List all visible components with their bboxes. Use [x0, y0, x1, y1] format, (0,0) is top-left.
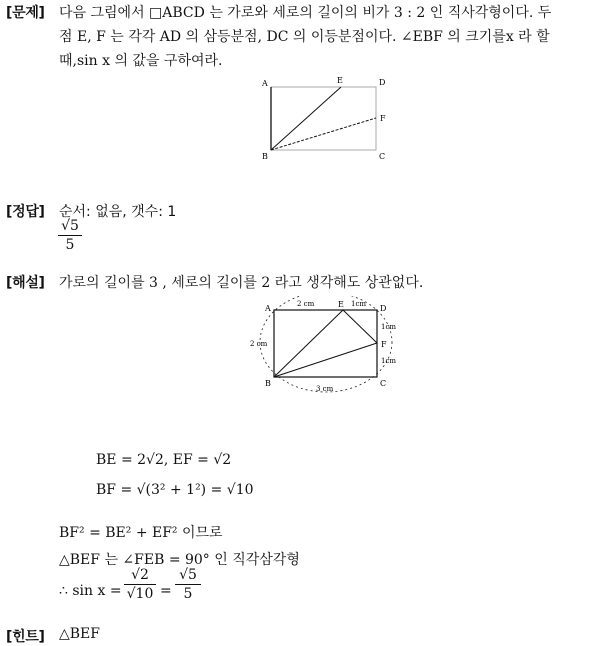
frac2-numerator: √5 [179, 567, 197, 583]
hint-text: △BEF [59, 626, 100, 642]
label-right-1cm-top: 1cm [381, 323, 397, 331]
label-a: A [262, 79, 268, 88]
sin-equals: = [160, 583, 172, 599]
problem-figure [258, 74, 398, 164]
equation-be-ef: BE = 2√2, EF = √2 [96, 452, 232, 468]
label-a-2: A [265, 304, 271, 313]
label-top-2cm: 2 cm [297, 300, 315, 308]
label-f: F [380, 114, 386, 123]
answer-fraction [58, 218, 82, 253]
label-left-2cm: 2 cm [250, 340, 268, 348]
line-be [271, 87, 341, 150]
equation-pythagoras: BF² = BE² + EF² 이므로 [59, 525, 223, 541]
hint-label: [힌트] [6, 629, 45, 645]
line-ef [343, 310, 377, 343]
label-right-1cm-bottom: 1cm [381, 357, 397, 365]
explanation-figure [248, 296, 408, 396]
problem-line-3: 때,sin x 의 값을 구하여라. [59, 53, 223, 69]
label-d-2: D [380, 304, 387, 313]
fraction-sqrt5-5 [175, 567, 201, 602]
problem-line-2: 점 E, F 는 각각 AD 의 삼등분점, DC 의 이등분점이다. ∠EBF 의 크기를x 라 할 [59, 29, 550, 45]
rectangle-abcd [271, 87, 376, 150]
problem-line-1: 다음 그림에서 □ABCD 는 가로와 세로의 길이의 비가 3 : 2 인 직사각형이다. 두 [59, 5, 552, 21]
label-top-1cm: 1cm [351, 300, 367, 308]
label-c: C [379, 152, 386, 161]
label-e-2: E [338, 300, 344, 309]
answer-denominator: 5 [65, 237, 75, 253]
fraction-sqrt2-sqrt10 [124, 567, 156, 602]
equation-bf: BF = √(3² + 1²) = √10 [96, 482, 254, 498]
answer-line: 순서: 없음, 갯수: 1 [59, 204, 177, 220]
explanation-label: [해설] [6, 275, 45, 291]
label-b: B [262, 152, 268, 161]
line-bf [271, 118, 376, 150]
answer-label: [정답] [6, 204, 45, 220]
label-b-2: B [265, 379, 271, 388]
frac1-denominator: √10 [126, 586, 154, 602]
label-e: E [337, 76, 343, 85]
sin-prefix: ∴ sin x = [59, 583, 122, 599]
label-d: D [379, 78, 386, 87]
explanation-line-1: 가로의 길이를 3 , 세로의 길이를 2 라고 생각해도 상관없다. [59, 275, 424, 291]
label-f-2: F [381, 340, 387, 349]
line-bf-2 [274, 343, 377, 377]
frac1-numerator: √2 [131, 567, 149, 583]
label-c-2: C [380, 379, 387, 388]
rectangle-abcd-2 [274, 310, 377, 377]
answer-numerator: √5 [61, 218, 79, 234]
frac2-denominator: 5 [183, 586, 193, 602]
problem-label: [문제] [6, 5, 45, 21]
label-bottom-3cm: 3 cm [316, 385, 334, 393]
line-be-2 [274, 310, 343, 377]
right-triangle-statement: △BEF 는 ∠FEB = 90° 인 직각삼각형 [59, 552, 300, 568]
